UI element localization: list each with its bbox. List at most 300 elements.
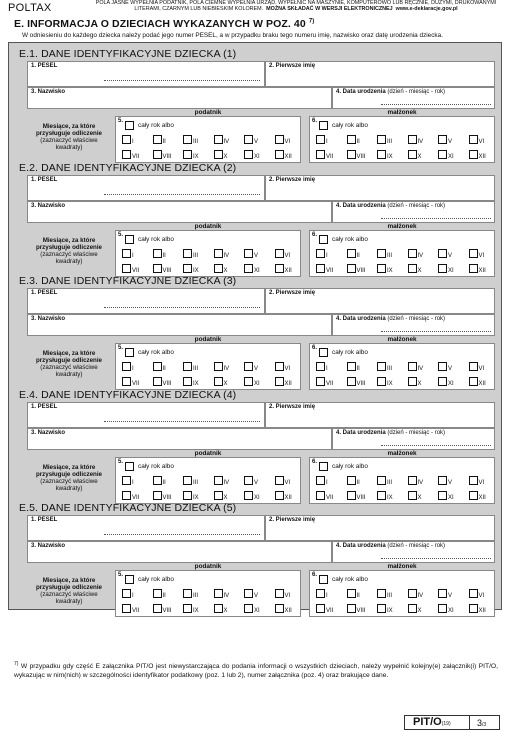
child-block (9, 494, 503, 614)
birth-date-hint: (dzień - miesiąc - rok) (387, 543, 446, 549)
child-title: E.4. DANE IDENTYFIKACYJNE DZIECKA (4) (19, 388, 237, 401)
spouse-month-checkbox[interactable] (469, 589, 478, 598)
birth-date-dots (381, 218, 491, 219)
birth-date-label (336, 543, 445, 549)
taxpayer-month-label: XI (254, 494, 260, 501)
taxpayer-month-label: XII (284, 494, 292, 501)
taxpayer-month-checkbox[interactable] (153, 249, 162, 258)
birth-date-label (336, 203, 445, 209)
spouse-month-label: VI (478, 252, 485, 259)
spouse-month-label: XI (448, 608, 454, 614)
spouse-header: małżonek (309, 109, 495, 116)
months-label-text: Miesiące, za które przysługuje odliczenie (35, 123, 102, 137)
spouse-whole-year-label: cały rok albo (332, 235, 368, 243)
spouse-header: małżonek (309, 336, 495, 343)
spouse-month-checkbox[interactable] (316, 589, 325, 598)
taxpayer-field-number: 5. (118, 118, 124, 124)
spouse-month-checkbox[interactable] (347, 589, 356, 598)
spouse-month-label: IX (387, 494, 393, 501)
taxpayer-month-checkbox[interactable] (183, 476, 192, 485)
spouse-month-label: VII (326, 154, 334, 160)
child-block (9, 43, 503, 160)
taxpayer-month-checkbox[interactable] (244, 476, 253, 485)
birth-date-field[interactable] (332, 201, 495, 223)
first-name-label: 2. Pierwsze imię (269, 517, 316, 523)
pesel-field[interactable] (27, 175, 265, 201)
form-name: PIT/O (413, 716, 442, 728)
taxpayer-whole-year-checkbox[interactable] (125, 575, 134, 584)
spouse-months-box (309, 570, 495, 617)
taxpayer-month-checkbox[interactable] (244, 249, 253, 258)
taxpayer-month-checkbox[interactable] (122, 362, 131, 371)
child-title: E.1. DANE IDENTYFIKACYJNE DZIECKA (1) (19, 48, 237, 60)
instructions-line-2 (86, 6, 506, 12)
child-title: E.2. DANE IDENTYFIKACYJNE DZIECKA (2) (19, 161, 237, 174)
spouse-month-label: V (448, 139, 453, 145)
instructions-line-2-text: LITERAMI, CZARNYM LUB NIEBIESKIM KOLOREM. (134, 6, 264, 13)
taxpayer-month-label: V (254, 252, 259, 259)
spouse-month-checkbox[interactable] (408, 476, 417, 485)
months-label (27, 350, 111, 378)
taxpayer-month-label: VI (284, 139, 291, 145)
pesel-label: 1. PESEL (31, 403, 58, 410)
surname-field[interactable] (27, 201, 332, 223)
first-name-field[interactable] (265, 402, 495, 428)
spouse-month-label: XII (478, 381, 486, 387)
taxpayer-month-checkbox[interactable] (122, 249, 131, 258)
taxpayer-month-checkbox[interactable] (183, 589, 192, 598)
spouse-month-label: IV (417, 479, 424, 486)
taxpayer-month-checkbox[interactable] (183, 362, 192, 371)
spouse-month-checkbox[interactable] (347, 135, 356, 144)
taxpayer-month-checkbox[interactable] (275, 249, 284, 258)
taxpayer-field-number: 5. (118, 231, 124, 238)
spouse-month-checkbox[interactable] (469, 135, 478, 144)
first-name-label: 2. Pierwsze imię (269, 290, 316, 296)
months-label (27, 123, 111, 151)
birth-date-field[interactable] (332, 428, 495, 450)
spouse-month-checkbox[interactable] (377, 249, 386, 258)
child-title: E.3. DANE IDENTYFIKACYJNE DZIECKA (3) (19, 275, 237, 287)
child-title: E.5. DANE IDENTYFIKACYJNE DZIECKA (5) (19, 502, 237, 514)
child-block (9, 384, 503, 501)
spouse-month-label: V (448, 593, 453, 599)
taxpayer-month-checkbox[interactable] (153, 604, 162, 613)
footnote-ref: 7) (14, 661, 19, 667)
months-label-text: Miesiące, za które przysługuje odliczenie (35, 236, 102, 251)
spouse-month-label: I (326, 593, 328, 599)
spouse-month-label: VI (478, 366, 485, 372)
spouse-month-label: X (417, 154, 422, 160)
spouse-month-label: X (417, 608, 422, 614)
spouse-whole-year-checkbox[interactable] (319, 575, 328, 584)
spouse-month-label: V (448, 366, 453, 372)
birth-date-label-text: 4. Data urodzenia (336, 202, 386, 209)
spouse-month-checkbox[interactable] (377, 135, 386, 144)
spouse-whole-year-label: cały rok albo (332, 349, 368, 356)
taxpayer-month-label: XII (284, 154, 292, 160)
first-name-field[interactable] (265, 515, 495, 541)
taxpayer-month-label: VIII (162, 608, 172, 614)
taxpayer-month-checkbox[interactable] (153, 135, 162, 144)
spouse-month-checkbox[interactable] (438, 476, 447, 485)
taxpayer-month-label: II (162, 593, 166, 599)
spouse-month-checkbox[interactable] (316, 604, 325, 613)
birth-date-dots (381, 104, 491, 105)
months-hint: (zaznaczyć właściwe kwadraty) (40, 137, 98, 151)
taxpayer-month-checkbox[interactable] (214, 476, 223, 485)
spouse-month-checkbox[interactable] (438, 589, 447, 598)
taxpayer-header: podatnik (115, 563, 301, 570)
section-title-text: E. INFORMACJA O DZIECIACH WYKAZANYCH W POZ. 40 (14, 18, 306, 30)
spouse-whole-year-checkbox[interactable] (319, 462, 328, 471)
taxpayer-month-label: IV (223, 366, 230, 372)
pesel-field[interactable] (27, 61, 265, 87)
spouse-field-number: 6. (312, 345, 318, 351)
spouse-month-checkbox[interactable] (469, 476, 478, 485)
taxpayer-month-label: VI (284, 252, 291, 259)
months-label (27, 237, 111, 265)
spouse-month-checkbox[interactable] (408, 249, 417, 258)
spouse-month-label: XII (478, 154, 486, 160)
taxpayer-month-label: III (193, 366, 199, 372)
surname-label: 3. Nazwisko (31, 202, 66, 209)
spouse-month-label: VIII (356, 267, 366, 274)
spouse-month-label: XI (448, 267, 454, 274)
taxpayer-field-number: 5. (118, 345, 124, 351)
taxpayer-month-label: I (132, 252, 134, 259)
first-name-field[interactable] (265, 175, 495, 201)
taxpayer-month-checkbox[interactable] (275, 476, 284, 485)
spouse-month-label: III (387, 593, 393, 599)
taxpayer-month-label: IX (193, 154, 199, 160)
taxpayer-month-label: IX (193, 608, 199, 614)
surname-label: 3. Nazwisko (31, 429, 66, 436)
taxpayer-month-label: III (193, 139, 199, 145)
spouse-month-label: XI (448, 381, 454, 387)
spouse-month-checkbox[interactable] (316, 362, 325, 371)
spouse-month-checkbox[interactable] (316, 476, 325, 485)
taxpayer-month-checkbox[interactable] (214, 604, 223, 613)
spouse-month-checkbox[interactable] (408, 362, 417, 371)
taxpayer-month-label: V (254, 479, 259, 486)
first-name-field[interactable] (265, 61, 495, 87)
spouse-month-label: IV (417, 366, 424, 372)
surname-field[interactable] (27, 541, 332, 563)
spouse-month-label: VII (326, 608, 334, 614)
spouse-month-checkbox[interactable] (438, 135, 447, 144)
birth-date-dots (381, 558, 491, 559)
taxpayer-header: podatnik (115, 109, 301, 116)
spouse-whole-year-checkbox[interactable] (319, 235, 328, 244)
surname-label: 3. Nazwisko (31, 543, 66, 549)
taxpayer-whole-year-checkbox[interactable] (125, 235, 134, 244)
taxpayer-month-checkbox[interactable] (275, 604, 284, 613)
spouse-month-label: XII (478, 267, 486, 274)
taxpayer-month-label: IV (223, 479, 230, 486)
spouse-month-checkbox[interactable] (347, 362, 356, 371)
form-id (413, 716, 451, 728)
taxpayer-header: podatnik (115, 336, 301, 343)
taxpayer-month-label: VII (132, 381, 140, 387)
taxpayer-month-label: XI (254, 608, 260, 614)
spouse-month-checkbox[interactable] (316, 135, 325, 144)
birth-date-field[interactable] (332, 541, 495, 563)
birth-date-hint: (dzień - miesiąc - rok) (387, 429, 446, 436)
months-label (27, 464, 111, 492)
taxpayer-month-label: VII (132, 608, 140, 614)
taxpayer-month-label: II (162, 479, 166, 486)
child-block (9, 267, 503, 387)
spouse-month-checkbox[interactable] (377, 362, 386, 371)
taxpayer-month-checkbox[interactable] (244, 362, 253, 371)
taxpayer-month-label: IV (223, 593, 230, 599)
spouse-month-checkbox[interactable] (408, 589, 417, 598)
first-name-label: 2. Pierwsze imię (269, 403, 316, 410)
spouse-month-label: II (356, 366, 360, 372)
children-panel (8, 42, 502, 614)
spouse-field-number: 6. (312, 118, 318, 124)
spouse-field-number: 6. (312, 458, 318, 465)
taxpayer-month-label: X (223, 494, 228, 501)
taxpayer-month-checkbox[interactable] (183, 604, 192, 613)
surname-label: 3. Nazwisko (31, 89, 66, 95)
spouse-month-label: II (356, 593, 360, 599)
spouse-whole-year-checkbox[interactable] (319, 121, 328, 130)
spouse-month-label: II (356, 139, 360, 145)
taxpayer-month-label: VIII (162, 154, 172, 160)
spouse-month-label: V (448, 252, 453, 259)
page-number (477, 718, 486, 728)
taxpayer-month-label: X (223, 267, 228, 274)
surname-field[interactable] (27, 87, 332, 109)
spouse-month-checkbox[interactable] (438, 604, 447, 613)
birth-date-field[interactable] (332, 314, 495, 336)
surname-field[interactable] (27, 314, 332, 336)
spouse-month-label: X (417, 494, 422, 501)
taxpayer-month-label: V (254, 139, 259, 145)
pesel-label: 1. PESEL (31, 63, 58, 69)
spouse-month-label: XII (478, 494, 486, 501)
taxpayer-month-label: III (193, 479, 199, 486)
spouse-month-label: IX (387, 154, 393, 160)
taxpayer-header: podatnik (115, 223, 301, 230)
pesel-field[interactable] (27, 288, 265, 314)
first-name-field[interactable] (265, 288, 495, 314)
instructions-url: www.e-deklaracje.gov.pl (395, 6, 458, 13)
months-label-text: Miesiące, za które przysługuje odliczenie (35, 577, 102, 591)
spouse-month-label: VI (478, 139, 485, 145)
instructions-electronic: MOŻNA SKŁADAĆ W WERSJI ELEKTRONICZNEJ (266, 6, 393, 13)
spouse-month-label: II (356, 252, 360, 259)
taxpayer-whole-year-checkbox[interactable] (125, 121, 134, 130)
spouse-month-label: IX (387, 267, 393, 274)
taxpayer-whole-year-label: cały rok albo (138, 576, 174, 583)
taxpayer-month-label: I (132, 593, 134, 599)
taxpayer-month-label: II (162, 366, 166, 372)
birth-date-label (336, 430, 445, 436)
taxpayer-month-label: II (162, 252, 166, 259)
taxpayer-month-checkbox[interactable] (275, 362, 284, 371)
spouse-month-checkbox[interactable] (377, 604, 386, 613)
taxpayer-month-checkbox[interactable] (214, 362, 223, 371)
taxpayer-month-label: IX (193, 381, 199, 387)
taxpayer-month-label: VIII (162, 494, 172, 501)
spouse-month-checkbox[interactable] (377, 589, 386, 598)
taxpayer-month-checkbox[interactable] (183, 135, 192, 144)
spouse-header: małżonek (309, 223, 495, 230)
taxpayer-month-label: XII (284, 381, 292, 387)
birth-date-label-text: 4. Data urodzenia (336, 89, 386, 95)
spouse-month-label: VI (478, 479, 485, 486)
spouse-month-label: X (417, 381, 422, 387)
taxpayer-whole-year-checkbox[interactable] (125, 348, 134, 357)
footnote (14, 660, 498, 680)
spouse-month-checkbox[interactable] (408, 604, 417, 613)
taxpayer-month-checkbox[interactable] (153, 362, 162, 371)
taxpayer-month-label: V (254, 366, 259, 372)
taxpayer-month-label: IX (193, 267, 199, 274)
page-total: /3 (482, 722, 487, 728)
birth-date-label-text: 4. Data urodzenia (336, 316, 386, 322)
taxpayer-month-checkbox[interactable] (122, 476, 131, 485)
instructions-line-1: POLA JASNE WYPEŁNIA PODATNIK, POLA CIEMNE WYPEŁNIA URZĄD. WYPEŁNIĆ NA MASZYNIE, KOMPUTEROWO LUB RĘCZNIE, DUŻYMI, DRUKOWANYMI (95, 0, 497, 6)
pesel-label: 1. PESEL (31, 176, 58, 183)
spouse-month-label: XI (448, 154, 454, 160)
spouse-month-label: III (387, 252, 393, 259)
spouse-month-label: VII (326, 494, 334, 501)
spouse-month-label: I (326, 139, 328, 145)
taxpayer-month-checkbox[interactable] (153, 589, 162, 598)
spouse-header: małżonek (309, 563, 495, 570)
taxpayer-month-checkbox[interactable] (214, 135, 223, 144)
birth-date-hint: (dzień - miesiąc - rok) (387, 89, 446, 95)
spouse-month-checkbox[interactable] (377, 476, 386, 485)
spouse-month-checkbox[interactable] (347, 249, 356, 258)
birth-date-label-text: 4. Data urodzenia (336, 429, 386, 436)
spouse-month-label: IX (387, 381, 393, 387)
taxpayer-month-checkbox[interactable] (122, 604, 131, 613)
spouse-month-label: VIII (356, 381, 366, 387)
taxpayer-month-checkbox[interactable] (183, 249, 192, 258)
taxpayer-month-checkbox[interactable] (122, 135, 131, 144)
pesel-field[interactable] (27, 515, 265, 541)
spouse-month-label: VIII (356, 608, 366, 614)
taxpayer-month-label: VIII (162, 381, 172, 387)
spouse-month-label: VIII (356, 494, 366, 501)
taxpayer-month-checkbox[interactable] (275, 135, 284, 144)
footer-divider (469, 716, 470, 730)
taxpayer-month-label: VI (284, 366, 291, 372)
spouse-field-number: 6. (312, 572, 318, 578)
spouse-month-label: I (326, 366, 328, 372)
taxpayer-month-label: XII (284, 267, 292, 274)
spouse-month-checkbox[interactable] (469, 249, 478, 258)
spouse-whole-year-checkbox[interactable] (319, 348, 328, 357)
taxpayer-month-checkbox[interactable] (122, 589, 131, 598)
taxpayer-month-label: IV (223, 252, 230, 259)
taxpayer-whole-year-label: cały rok albo (138, 349, 174, 356)
spouse-month-label: VIII (356, 154, 366, 160)
spouse-month-checkbox[interactable] (347, 476, 356, 485)
birth-date-field[interactable] (332, 87, 495, 109)
taxpayer-month-checkbox[interactable] (214, 249, 223, 258)
spouse-month-label: IX (387, 608, 393, 614)
form-footer (404, 715, 500, 730)
section-title (14, 18, 314, 30)
surname-label: 3. Nazwisko (31, 316, 66, 322)
taxpayer-month-label: X (223, 608, 228, 614)
spouse-month-label: IV (417, 139, 424, 145)
taxpayer-months-box (115, 570, 301, 617)
spouse-whole-year-label: cały rok albo (332, 122, 368, 129)
spouse-month-checkbox[interactable] (469, 604, 478, 613)
spouse-month-checkbox[interactable] (469, 362, 478, 371)
spouse-month-label: IV (417, 593, 424, 599)
taxpayer-whole-year-label: cały rok albo (138, 235, 174, 243)
birth-date-hint: (dzień - miesiąc - rok) (387, 202, 446, 209)
taxpayer-month-label: VII (132, 267, 140, 274)
birth-date-dots (381, 445, 491, 446)
taxpayer-month-label: VIII (162, 267, 172, 274)
instructions-note (86, 0, 506, 13)
taxpayer-month-checkbox[interactable] (244, 135, 253, 144)
birth-date-hint: (dzień - miesiąc - rok) (387, 316, 446, 322)
taxpayer-month-checkbox[interactable] (244, 604, 253, 613)
spouse-month-label: VII (326, 381, 334, 387)
spouse-month-checkbox[interactable] (316, 249, 325, 258)
pesel-dots (104, 80, 260, 81)
first-name-label: 2. Pierwsze imię (269, 63, 316, 69)
taxpayer-month-label: V (254, 593, 259, 599)
birth-date-label (336, 89, 445, 95)
taxpayer-month-label: VI (284, 479, 291, 486)
taxpayer-month-checkbox[interactable] (275, 589, 284, 598)
taxpayer-month-label: X (223, 381, 228, 387)
taxpayer-month-label: I (132, 139, 134, 145)
taxpayer-whole-year-checkbox[interactable] (125, 462, 134, 471)
child-block (9, 157, 503, 274)
first-name-label: 2. Pierwsze imię (269, 176, 316, 183)
pesel-label: 1. PESEL (31, 290, 58, 296)
spouse-month-label: III (387, 366, 393, 372)
taxpayer-month-label: I (132, 479, 134, 486)
taxpayer-month-label: VII (132, 494, 140, 501)
spouse-month-label: III (387, 139, 393, 145)
spouse-month-label: VII (326, 267, 334, 274)
taxpayer-month-label: X (223, 154, 228, 160)
pesel-field[interactable] (27, 402, 265, 428)
footnote-text: W przypadku gdy część E załącznika PIT/O jest niewystarczająca do podania informacji o wszystkich dzieciach, należy wypełnić kolejny(e) załącznik(i) PIT/O, wykazując w nim(nich) w szczególności identyfikator podatkowy (poz. 1 lub 2), numer załącznika (poz. 4) oraz brakujące dane. (14, 663, 498, 679)
surname-field[interactable] (27, 428, 332, 450)
spouse-month-label: IV (417, 252, 424, 259)
spouse-month-label: V (448, 479, 453, 486)
spouse-month-checkbox[interactable] (347, 604, 356, 613)
spouse-month-checkbox[interactable] (438, 362, 447, 371)
spouse-month-label: XI (448, 494, 454, 501)
birth-date-label (336, 316, 445, 322)
months-hint: (zaznaczyć właściwe kwadraty) (40, 477, 98, 492)
taxpayer-month-checkbox[interactable] (214, 589, 223, 598)
spouse-month-checkbox[interactable] (408, 135, 417, 144)
taxpayer-month-checkbox[interactable] (153, 476, 162, 485)
spouse-month-checkbox[interactable] (438, 249, 447, 258)
taxpayer-month-label: XI (254, 267, 260, 274)
taxpayer-month-label: II (162, 139, 166, 145)
spouse-field-number: 6. (312, 231, 318, 238)
taxpayer-month-checkbox[interactable] (244, 589, 253, 598)
spouse-whole-year-label: cały rok albo (332, 576, 368, 583)
